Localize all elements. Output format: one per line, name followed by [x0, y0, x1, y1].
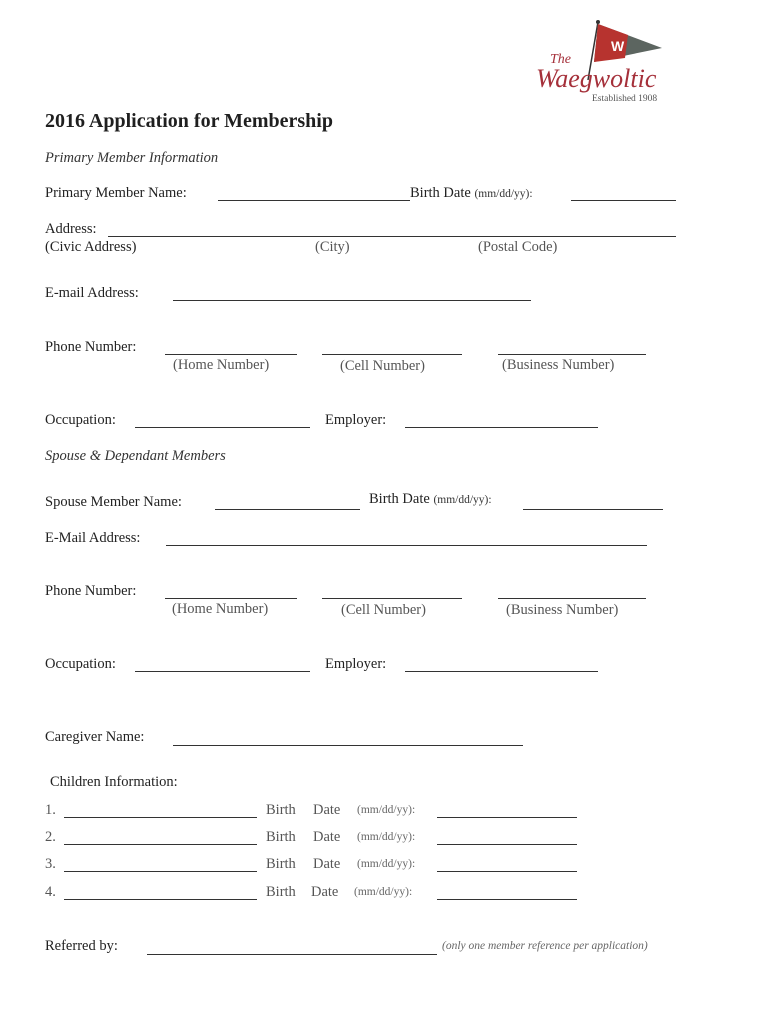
child-name-field[interactable]: [64, 817, 257, 818]
spouse-employer-label: Employer:: [325, 656, 387, 672]
svg-text:W: W: [611, 38, 625, 54]
primary-name-field[interactable]: [218, 200, 410, 201]
child-name-field[interactable]: [64, 899, 257, 900]
spouse-birth-field[interactable]: [523, 509, 663, 510]
primary-birth-label: Birth Date (mm/dd/yy):: [410, 185, 533, 201]
referred-note: (only one member reference per application): [442, 940, 648, 952]
spouse-phone-label: Phone Number:: [45, 583, 137, 599]
child-format-label: (mm/dd/yy):: [357, 858, 416, 870]
spouse-name-field[interactable]: [215, 509, 360, 510]
section-primary: Primary Member Information: [45, 150, 219, 166]
child-name-field[interactable]: [64, 844, 257, 845]
primary-birth-field[interactable]: [571, 200, 676, 201]
child-number: 3.: [45, 856, 56, 872]
child-birth-label: Birth: [266, 856, 296, 872]
child-birth-field[interactable]: [437, 844, 577, 845]
section-spouse: Spouse & Dependant Members: [45, 448, 226, 464]
primary-occupation-label: Occupation:: [45, 412, 116, 428]
civic-address-label: (Civic Address): [45, 239, 137, 255]
child-format-label: (mm/dd/yy):: [357, 831, 416, 843]
primary-home-label: (Home Number): [173, 357, 270, 373]
child-format-label: (mm/dd/yy):: [357, 804, 416, 816]
caregiver-field[interactable]: [173, 745, 523, 746]
spouse-cell-phone-field[interactable]: [322, 598, 462, 599]
referred-field[interactable]: [147, 954, 437, 955]
spouse-business-label: (Business Number): [506, 602, 619, 618]
child-name-field[interactable]: [64, 871, 257, 872]
child-date-label: Date: [313, 856, 341, 872]
child-date-label: Date: [313, 802, 341, 818]
primary-phone-label: Phone Number:: [45, 339, 137, 355]
primary-occupation-field[interactable]: [135, 427, 310, 428]
logo-name: Waegwoltic: [536, 64, 657, 93]
spouse-employer-field[interactable]: [405, 671, 598, 672]
logo-the: The: [550, 52, 571, 67]
child-number: 4.: [45, 884, 56, 900]
spouse-cell-label: (Cell Number): [341, 602, 426, 618]
child-date-label: Date: [311, 884, 339, 900]
spouse-name-label: Spouse Member Name:: [45, 494, 182, 510]
child-number: 2.: [45, 829, 56, 845]
primary-cell-phone-field[interactable]: [322, 354, 462, 355]
spouse-occupation-label: Occupation:: [45, 656, 116, 672]
page-title: 2016 Application for Membership: [45, 110, 333, 132]
children-heading: Children Information:: [50, 774, 178, 790]
primary-cell-label: (Cell Number): [340, 358, 425, 374]
child-birth-field[interactable]: [437, 871, 577, 872]
postal-code-label: (Postal Code): [478, 239, 558, 255]
spouse-birth-label: Birth Date (mm/dd/yy):: [369, 491, 492, 507]
primary-business-label: (Business Number): [502, 357, 615, 373]
spouse-occupation-field[interactable]: [135, 671, 310, 672]
child-birth-label: Birth: [266, 802, 296, 818]
primary-address-label: Address:: [45, 221, 97, 237]
spouse-home-phone-field[interactable]: [165, 598, 297, 599]
spouse-business-phone-field[interactable]: [498, 598, 646, 599]
primary-employer-label: Employer:: [325, 412, 387, 428]
club-logo: [528, 18, 678, 108]
primary-address-field[interactable]: [108, 236, 676, 237]
primary-email-field[interactable]: [173, 300, 531, 301]
child-birth-field[interactable]: [437, 817, 577, 818]
primary-name-label: Primary Member Name:: [45, 185, 187, 201]
child-format-label: (mm/dd/yy):: [354, 886, 413, 898]
logo-established: Established 1908: [592, 94, 658, 104]
child-date-label: Date: [313, 829, 341, 845]
primary-employer-field[interactable]: [405, 427, 598, 428]
primary-email-label: E-mail Address:: [45, 285, 139, 301]
child-birth-label: Birth: [266, 884, 296, 900]
spouse-email-label: E-Mail Address:: [45, 530, 141, 546]
referred-label: Referred by:: [45, 938, 118, 954]
caregiver-label: Caregiver Name:: [45, 729, 145, 745]
city-label: (City): [315, 239, 350, 255]
child-number: 1.: [45, 802, 56, 818]
spouse-email-field[interactable]: [166, 545, 647, 546]
spouse-home-label: (Home Number): [172, 601, 269, 617]
primary-business-phone-field[interactable]: [498, 354, 646, 355]
child-birth-field[interactable]: [437, 899, 577, 900]
child-birth-label: Birth: [266, 829, 296, 845]
primary-home-phone-field[interactable]: [165, 354, 297, 355]
